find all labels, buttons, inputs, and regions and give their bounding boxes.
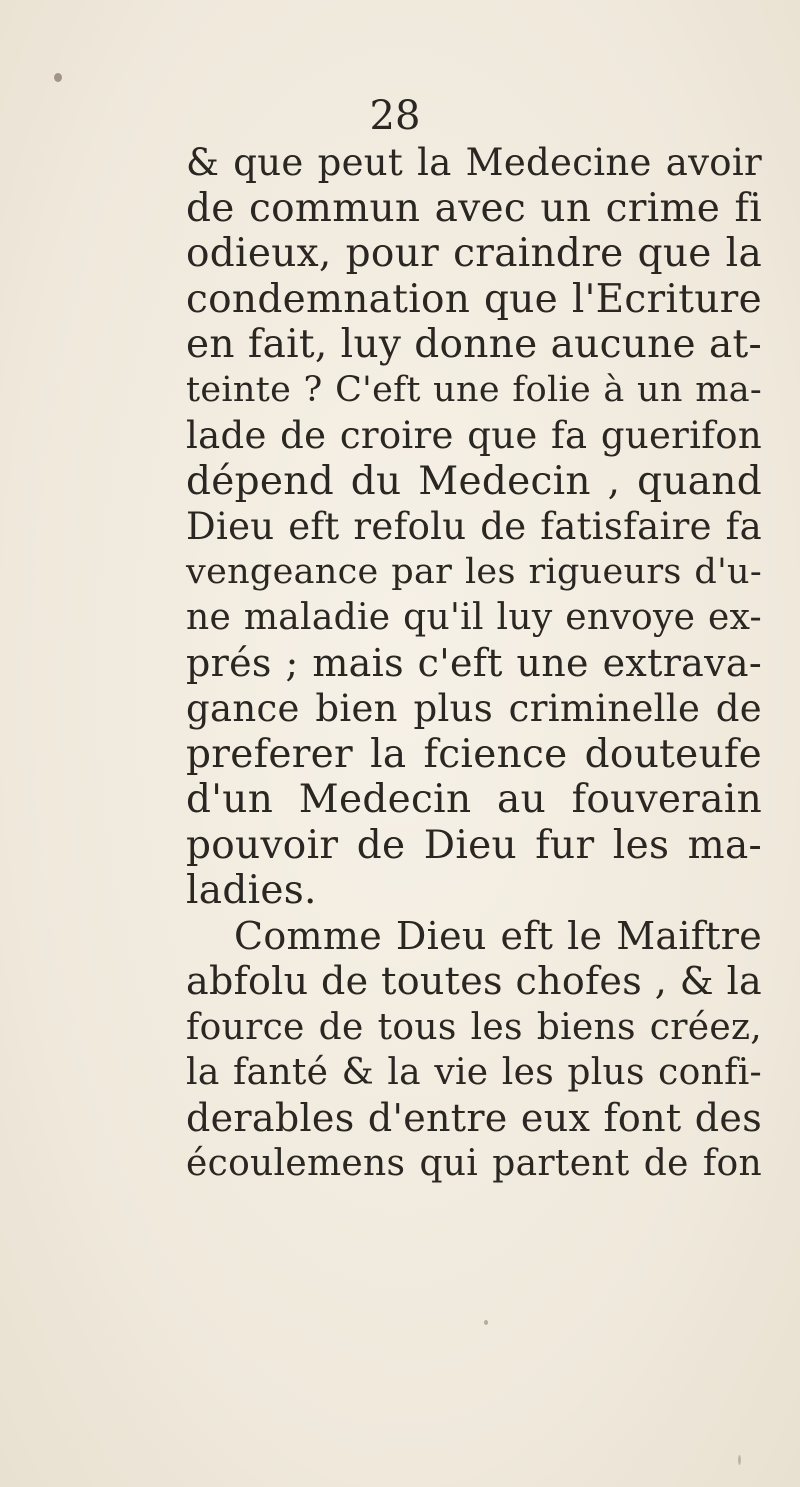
text-line: preferer la fcience douteufe [186, 731, 762, 777]
text-line: pouvoir de Dieu fur les ma- [186, 822, 762, 868]
text-line: & que peut la Medecine avoir [186, 141, 762, 184]
text-line: ne maladie qu'il luy envoye ex- [186, 597, 762, 638]
text-line: d'un Medecin au fouverain [186, 777, 762, 822]
paragraph-start-line: Comme Dieu eft le Maiftre [234, 913, 762, 958]
text-line: de commun avec un crime fi [186, 185, 762, 231]
page-number: 28 [369, 93, 421, 139]
text-line: abfolu de toutes chofes , & la [186, 959, 762, 1003]
paragraph-end-line: ladies. [186, 868, 317, 913]
ink-spot [738, 1455, 741, 1465]
text-line: en fait, luy donne aucune at- [186, 322, 762, 367]
text-line: la fanté & la vie les plus confi- [186, 1052, 762, 1093]
text-line: fource de tous les biens créez, [186, 1006, 762, 1048]
text-line: teinte ? C'eft une folie à un ma- [186, 369, 762, 410]
text-line: odieux, pour craindre que la [186, 231, 762, 276]
text-line: gance bien plus criminelle de [186, 687, 762, 730]
text-line: écoulemens qui partent de fon [186, 1143, 762, 1184]
ink-spot [484, 1320, 488, 1325]
ink-spot [54, 73, 62, 82]
text-line: derables d'entre eux font des [186, 1095, 762, 1140]
text-line: vengeance par les rigueurs d'u- [186, 551, 762, 592]
text-line: Dieu eft refolu de fatisfaire fa [186, 505, 762, 548]
body-text [186, 140, 762, 1187]
text-line: lade de croire que fa guerifon [186, 414, 762, 457]
text-line: dépend du Medecin , quand [186, 458, 762, 504]
text-line: condemnation que l'Ecriture [186, 276, 762, 322]
text-line: prés ; mais c'eft une extrava- [186, 640, 762, 685]
